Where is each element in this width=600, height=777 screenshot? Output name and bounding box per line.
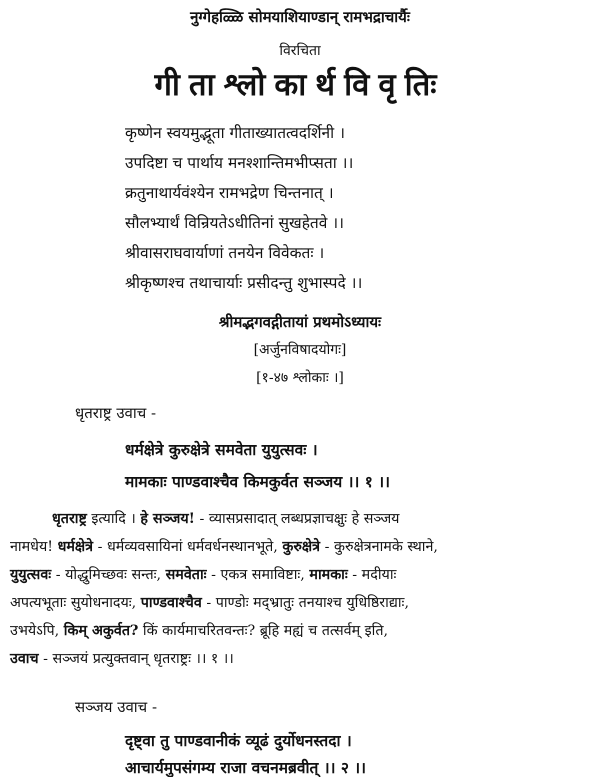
speaker-sanjaya: सञ्जय उवाच - bbox=[75, 698, 158, 716]
commentary-text: - धर्मव्यवसायिनां धर्मवर्धनस्थानभूते, bbox=[93, 539, 283, 555]
intro-verse-line: क्रतुनाथार्यवंश्येन रामभद्रेण चिन्तनात् । bbox=[125, 184, 334, 202]
chapter-yoga: [अर्जुनविषादयोगः] bbox=[253, 342, 347, 358]
intro-verse-line: श्रीवासराघवार्याणां तनयेन विवेकतः । bbox=[125, 244, 325, 262]
intro-verse-line: श्रीकृष्णश्च तथाचार्याः प्रसीदन्तु शुभास्पदे ।। bbox=[125, 274, 363, 292]
commentary-text: - योद्धुमिच्छवः सन्तः, bbox=[51, 567, 166, 583]
commentary-term: मामकाः bbox=[309, 567, 348, 583]
shloka-line: आचार्यमुपसंगम्य राजा वचनमब्रवीत् ।। २ ।। bbox=[125, 758, 367, 777]
commentary-line bbox=[10, 596, 590, 610]
chapter-heading: श्रीमद्भगवद्गीतायां प्रथमोऽध्यायः bbox=[218, 313, 382, 331]
chapter-shloka-range: [१-४७ श्लोकाः ।] bbox=[256, 370, 344, 386]
commentary-text: अपत्यभूताः सुयोधनादयः, bbox=[10, 595, 141, 611]
commentary-term: उवाच bbox=[10, 651, 39, 667]
commentary-term: युयुत्सवः bbox=[10, 567, 52, 583]
commentary-text: किं कार्यमाचरितवन्तः? ब्रूहि मह्यं च तत्सर्वम् इति, bbox=[138, 623, 389, 639]
author-byline: नुग्गेहळ्ळि सोमयाशियाण्डान् रामभद्राचार्यैः bbox=[190, 8, 410, 26]
intro-verse-line: सौलभ्यार्थं विन्रियतेऽधीतिनां सुखहेतवे ।। bbox=[125, 214, 345, 232]
intro-verse-line: उपदिष्टा च पार्थाय मनश्शान्तिमभीप्सता ।। bbox=[125, 154, 354, 172]
shloka-line: मामकाः पाण्डवाश्चैव किमकुर्वत सञ्जय ।। १ ।। bbox=[125, 472, 390, 491]
commentary-text: उभयेऽपि, bbox=[10, 623, 64, 639]
commentary-line bbox=[10, 540, 590, 554]
commentary-line bbox=[10, 624, 590, 638]
intro-verse-line: कृष्णेन स्वयमुद्भूता गीताख्यातत्वदर्शिनी । bbox=[125, 124, 345, 142]
speaker-dhritarashtra: धृतराष्ट्र उवाच - bbox=[75, 404, 157, 422]
commentary-text: - पाण्डोः मद्भ्रातुः तनयाश्च युधिष्ठिराद्याः, bbox=[201, 595, 409, 611]
commentary-term: हे सञ्जय! bbox=[140, 511, 195, 527]
commentary-term: धृतराष्ट्र bbox=[52, 511, 87, 527]
commentary-text: नामधेय! bbox=[10, 539, 58, 555]
commentary-term: कुरुक्षेत्रे bbox=[282, 539, 321, 555]
commentary-line bbox=[10, 652, 590, 666]
commentary-term: धर्मक्षेत्रे bbox=[57, 539, 94, 555]
commentary-line bbox=[10, 568, 590, 582]
commentary-line bbox=[52, 512, 600, 526]
commentary-term: पाण्डवाश्चैव bbox=[140, 595, 202, 611]
commentary-term: समवेताः bbox=[165, 567, 207, 583]
commentary-text: - सञ्जयं प्रत्युक्तवान् धृतराष्ट्रः ।। १ ।। bbox=[38, 651, 234, 667]
book-title: गीताश्लोकार्थविवृतिः bbox=[154, 67, 446, 103]
shloka-line: दृष्ट्वा तु पाण्डवानीकं व्यूढं दुर्योधनस्तदा । bbox=[125, 731, 352, 750]
commentary-text: - व्यासप्रसादात् लब्धप्रज्ञाचक्षुः हे सञ्जय bbox=[194, 511, 400, 527]
shloka-line: धर्मक्षेत्रे कुरुक्षेत्रे समवेता युयुत्सवः । bbox=[125, 440, 318, 459]
commentary-text: इत्यादि । bbox=[86, 511, 141, 527]
commentary-text: - मदीयाः bbox=[347, 567, 397, 583]
commentary-term: किम् अकुर्वत? bbox=[63, 623, 139, 639]
virachita-label: विरचिता bbox=[279, 43, 321, 59]
commentary-text: - एकत्र समाविष्टाः, bbox=[206, 567, 310, 583]
commentary-text: - कुरुक्षेत्रनामके स्थाने, bbox=[320, 539, 438, 555]
